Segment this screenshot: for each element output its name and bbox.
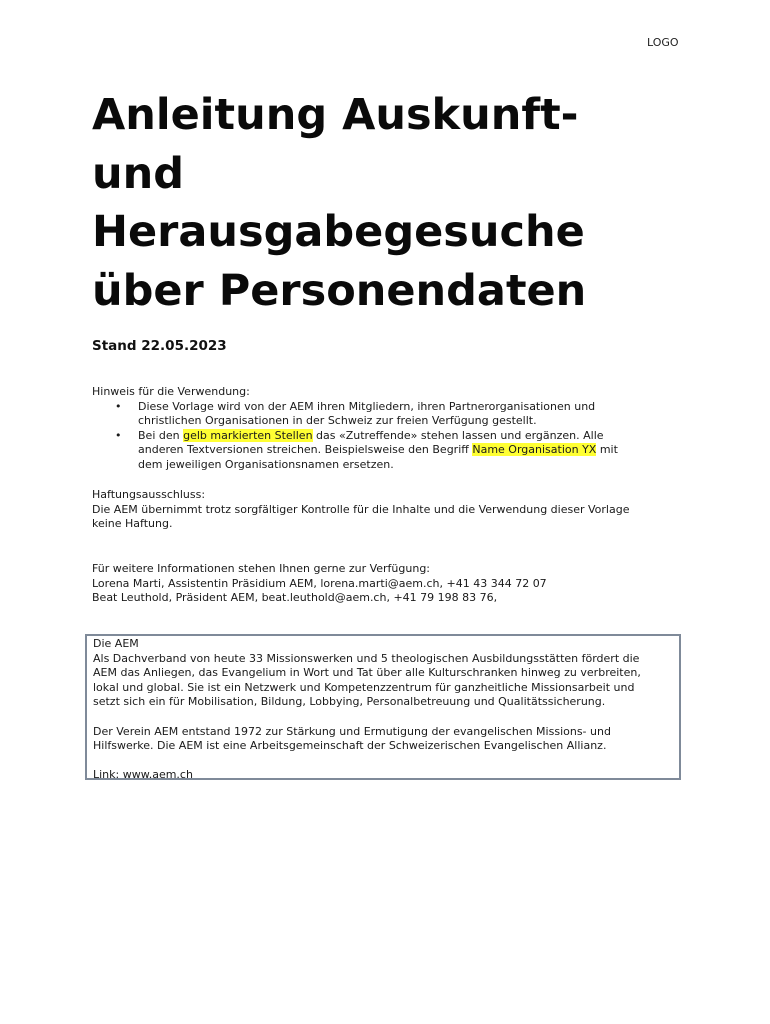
bullet-text: Bei den [138, 428, 184, 442]
paragraph-gap [93, 754, 673, 769]
bullet-icon: • [115, 399, 122, 413]
document-title [92, 86, 692, 320]
title-line: und [92, 148, 185, 199]
liability-heading: Haftungsausschluss: [92, 488, 206, 501]
bullet-line [138, 443, 692, 458]
usage-hint-list [92, 400, 692, 473]
contact-person: Lorena Marti, Assistentin Präsidium AEM, lorena.marti@aem.ch, +41 43 344 72 07 [92, 576, 547, 590]
about-heading: Die AEM [93, 637, 139, 650]
bullet-text: das «Zutreffende» stehen lassen und ergänzen. Alle [312, 428, 604, 442]
contact-intro: Für weitere Informationen stehen Ihnen gerne zur Verfügung: [92, 562, 431, 575]
bullet-icon: • [115, 428, 122, 442]
logo-placeholder: LOGO [647, 36, 679, 49]
usage-hint-section [92, 385, 692, 473]
bullet-line: Diese Vorlage wird von der AEM ihren Mitgliedern, ihren Partnerorganisationen und [138, 399, 596, 413]
version-date: Stand 22.05.2023 [92, 338, 227, 354]
liability-text: keine Haftung. [92, 517, 173, 531]
title-line: Herausgabegesuche [92, 207, 585, 257]
about-aem-box [85, 634, 681, 780]
bullet-text: mit [596, 443, 618, 457]
usage-hint-item [92, 429, 692, 473]
about-text: Der Verein AEM entstand 1972 zur Stärkung und Ermutigung der evangelischen Missions- und [93, 724, 611, 738]
about-text: Als Dachverband von heute 33 Missionswerken und 5 theologischen Ausbildungsstätten fördert die [93, 651, 640, 665]
title-line: Anleitung Auskunft- [92, 90, 579, 140]
bullet-line: christlichen Organisationen in der Schweiz zur freien Verfügung gestellt. [138, 414, 537, 428]
title-line: über Personendaten [92, 265, 587, 316]
bullet-line: dem jeweiligen Organisationsnamen ersetzen. [138, 457, 394, 471]
usage-hint-item [92, 400, 692, 429]
liability-text: Die AEM übernimmt trotz sorgfältiger Kontrolle für die Inhalte und die Verwendung dieser Vorlage [92, 502, 630, 516]
paragraph-gap [93, 710, 673, 725]
about-text: setzt sich ein für Mobilisation, Bildung, Lobbying, Personalbetreuung und Qualitätssicherung. [93, 695, 606, 709]
about-text: AEM das Anliegen, das Evangelium in Wort und Tat über alle Kulturschranken hinweg zu verbreiten, [93, 666, 641, 680]
bullet-line [138, 429, 692, 444]
bullet-text: anderen Textversionen streichen. Beispielsweise den Begriff [138, 443, 473, 457]
contact-section [92, 562, 692, 606]
usage-hint-heading: Hinweis für die Verwendung: [92, 385, 250, 398]
liability-section [92, 488, 692, 532]
about-text: lokal und global. Sie ist ein Netzwerk und Kompetenzzentrum für ganzheitliche Missionsarbeit und [93, 680, 635, 694]
about-link[interactable]: Link: www.aem.ch [93, 768, 193, 782]
contact-person: Beat Leuthold, Präsident AEM, beat.leuthold@aem.ch, +41 79 198 83 76, [92, 591, 498, 605]
about-text: Hilfswerke. Die AEM ist eine Arbeitsgemeinschaft der Schweizerischen Evangelischen Allianz. [93, 739, 607, 753]
highlighted-text: gelb markierten Stellen [183, 428, 313, 442]
highlighted-text: Name Organisation YX [472, 443, 597, 457]
